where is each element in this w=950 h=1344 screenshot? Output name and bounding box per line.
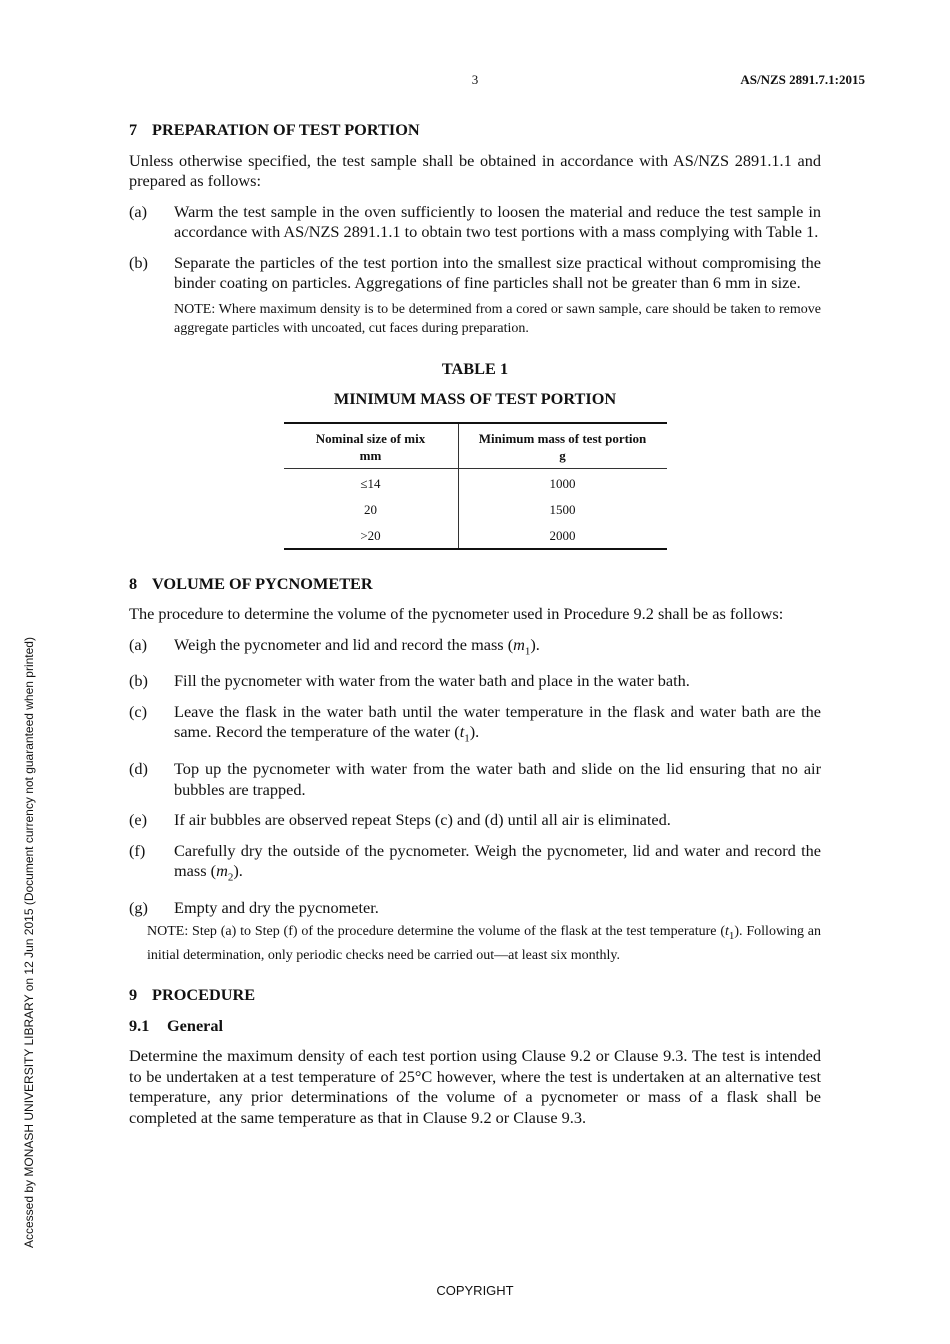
section-7-heading: 7 PREPARATION OF TEST PORTION	[129, 120, 420, 139]
table-title: MINIMUM MASS OF TEST PORTION	[333, 389, 617, 408]
standard-code: AS/NZS 2891.7.1:2015	[740, 72, 865, 87]
section-9-heading: 9 PROCEDURE	[129, 985, 256, 1005]
copyright-footer: COPYRIGHT	[436, 1283, 514, 1298]
section-8-heading: 8 VOLUME OF PYCNOMETER	[129, 573, 373, 593]
min-mass-table	[284, 422, 667, 550]
table-header: Minimum mass of test portion g	[458, 423, 667, 469]
section-9-1-text: Determine the maximum density of each test portion using Clause 9.2 or Clause 9.3. The test is intended to be undertaken at a test temperature of 25°C however, where the test is undertaken at an alternative test temperature, any prior determinations of the volume of a pycnometer or mass of a flask shall be completed at the same temperature as that in Clause 9.2 or Clause 9.3.	[129, 1046, 821, 1127]
section-8-note: NOTE: Step (a) to Step (f) of the procedure determine the volume of the flask at the test temperature $(t_1)$. Following an initial determination, only periodic checks need be carried out—at least six monthly.	[147, 924, 821, 964]
list-item: (c) Leave the flask in the water bath until the water temperature in the flask and water bath are the same. Record the temperature of the water $(t_1)$.	[129, 701, 821, 745]
list-item: (g) Empty and dry the pycnometer.	[129, 897, 379, 917]
document-body	[129, 120, 821, 1128]
list-item: (e) If air bubbles are observed repeat Steps (c) and (d) until all air is eliminated.	[129, 810, 671, 829]
section-9-1-heading: 9.1 General	[129, 1015, 224, 1035]
list-item: (b) Fill the pycnometer with water from the water bath and place in the water bath.	[129, 671, 690, 691]
section-7-note: NOTE: Where maximum density is to be determined from a cored or sawn sample, care should be taken to remove aggregate particles with uncoated, cut faces during preparation.	[174, 301, 821, 336]
table-header: Nominal size of mix mm	[284, 423, 459, 469]
access-watermark: Accessed by MONASH UNIVERSITY LIBRARY on 12 Jun 2015 (Document currency not guaranteed when printed)	[22, 637, 36, 1248]
list-item: (a) Warm the test sample in the oven sufficiently to loosen the material and reduce the test sample in accordance with AS/NZS 2891.1.1 to obtain two test portions with a mass complying with Table 1.	[129, 201, 821, 241]
table-row: ≤14 1000	[284, 468, 667, 497]
list-item: (a) Weigh the pycnometer and lid and record the mass $(m_1)$.	[129, 634, 540, 657]
list-item: (b) Separate the particles of the test portion into the smallest size practical without compromising the binder coating on particles. Aggregations of fine particles shall not be greater than 6 mm in size.	[129, 252, 821, 292]
section-7-intro: Unless otherwise specified, the test sample shall be obtained in accordance with AS/NZS 2891.1.1 and prepared as follows:	[129, 150, 821, 190]
table-label: TABLE 1	[441, 358, 509, 378]
list-item: (f) Carefully dry the outside of the pycnometer. Weigh the pycnometer, lid and water and record the mass $(m_2)$.	[129, 840, 821, 884]
list-item: (d) Top up the pycnometer with water from the water bath and slide on the lid ensuring that no air bubbles are trapped.	[129, 759, 821, 799]
section-8-intro: The procedure to determine the volume of the pycnometer used in Procedure 9.2 shall be as follows:	[129, 604, 784, 623]
table-row: 20 1500	[284, 497, 667, 523]
page-number: 3	[471, 72, 479, 87]
table-row: >20 2000	[284, 523, 667, 549]
